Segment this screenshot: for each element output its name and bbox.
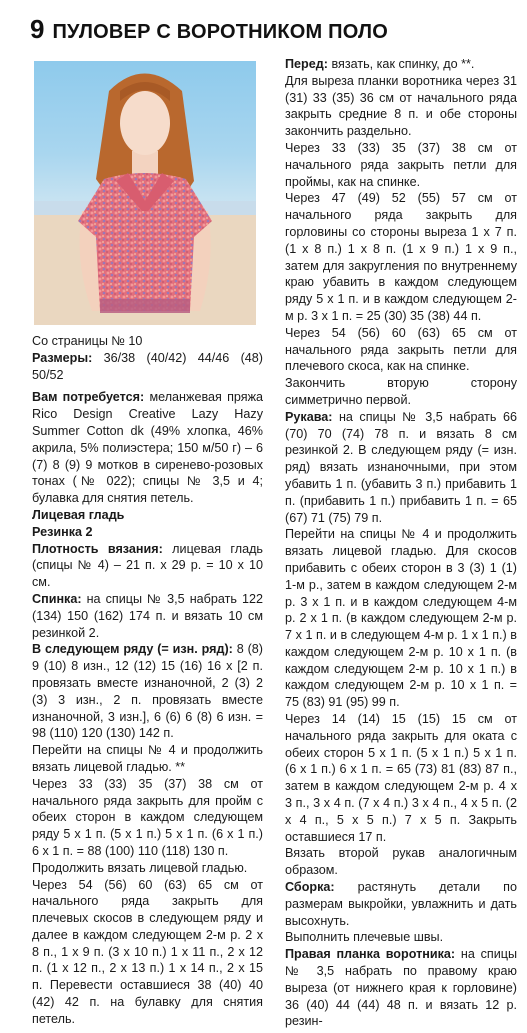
right-paragraph-1: Для выреза планки воротника через 31 (31) 33 (35) 36 см от начального ряда закрыть средние 8 п. и обе стороны закончить раздельно.	[285, 73, 517, 139]
right-column	[285, 56, 517, 1030]
pattern-number: 9	[30, 14, 45, 44]
next-row-paragraph	[32, 641, 263, 742]
sleeves-paragraph	[285, 409, 517, 527]
back-label: Спинка:	[32, 591, 82, 606]
right-paragraph-2: Через 33 (33) 35 (37) 38 см от начального ряда закрыть петли для проймы, как на спинке.	[285, 140, 517, 189]
materials-text: меланжевая пряжа Rico Design Creative Lazy Hazy Summer Cotton dk (49% хлопка, 46% акрила, 5% полиэстера; 150 м/50 г) – 6 (7) 8 (9) 9 мотков в сиреневo-розовых тонах (№ 022); спицы № 3,5 и 4; булавка для снятия петель.	[32, 390, 264, 506]
right-paragraph-9: Выполнить плечевые швы.	[285, 930, 444, 945]
right-paragraph-4: Через 54 (56) 60 (63) 65 см от начального ряда закрыть петли для плечевого скоса, как на спинке.	[285, 325, 517, 374]
right-paragraph-3: Через 47 (49) 52 (55) 57 см от начального ряда закрыть для горловины со стороны выреза 1 х 7 п. (1 х 8 п.) 1 х 8 п. (1 х 9 п.) 1 х 9 п., затем для закругления по внутреннему краю убавить в каждом следующем ряду 5 х 1 п. и в каждом следующем 2-м р. 3 х 1 п. = 25 (30) 35 (38) 44 п.	[285, 191, 517, 323]
next-row-label: В следующем ряду (= изн. ряд):	[32, 642, 233, 657]
left-paragraph-4: Через 54 (56) 60 (63) 65 см от начального ряда закрыть для плечевых скосов в следующем ряду и далее в каждом следующем 2-м р. 2 х 8 п., 1 х 9 п. (3 х 10 п.) 1 х 11 п., 2 х 12 п. (1 х 12 п., 2 х 13 п.) 1 х 14 п., 2 х 15 п. Перевести оставшиеся 38 (40) 40 (42) 42 п. на булавку для снятия петель.	[32, 877, 263, 1026]
pattern-title: ПУЛОВЕР С ВОРОТНИКОМ ПОЛО	[52, 21, 388, 43]
sleeves-text: на спицы № 3,5 набрать 66 (70) 70 (74) 78 п. и вязать 8 см резинкой 2. В следующем ряду (= изн. ряд) вязать изнаночными, при этом убавить 1 п. (убавить 3 п.) прибавить 1 п. (прибавить 1 п.) прибавить 1 п. = 65 (67) 71 (75) 79 п.	[285, 409, 517, 525]
page-header	[30, 14, 388, 48]
placket-text: на спицы № 3,5 набрать по правому краю выреза (от нижнего края к горловине) 36 (40) 44 (44) 48 п. и вязать 12 р. резин-	[285, 947, 517, 1029]
assembly-label: Сборка:	[285, 880, 335, 895]
back-paragraph	[32, 591, 263, 641]
next-row-text: 8 (8) 9 (10) 8 изн., 12 (12) 15 (16) 16 х [2 п. провязать вместе изнаночной, 2 (3) 2 (3) 3 изн., 2 п. провязать вместе изнаночной, 3 изн.], 6 (6) 6 (8) 6 изн. = 98 (110) 120 (130) 142 п.	[32, 642, 263, 741]
model-photo-illustration	[34, 61, 256, 325]
gauge-text: лицевая гладь (спицы № 4) – 21 п. х 29 р. = 10 х 10 см.	[32, 541, 263, 590]
materials-paragraph	[32, 389, 263, 507]
sizes-label: Размеры:	[32, 350, 93, 365]
left-paragraph-1: Перейти на спицы № 4 и продолжить вязать лицевой гладью. **	[32, 743, 263, 774]
gauge-paragraph	[32, 541, 263, 591]
left-paragraph-3: Продолжить вязать лицевой гладью.	[32, 860, 248, 875]
right-paragraph-5: Закончить вторую сторону симметрично первой.	[285, 376, 517, 407]
placket-label: Правая планка воротника:	[285, 947, 456, 962]
left-column	[32, 333, 263, 1028]
sizes-text: 36/38 (40/42) 44/46 (48) 50/52	[32, 350, 263, 382]
left-paragraph-2: Через 33 (33) 35 (37) 38 см от начального ряда закрыть для пройм с обеих сторон в каждом следующем ряду 5 х 1 п. (5 х 1 п.) 5 х 1 п. (6 х 1 п.) 6 х 1 п. = 88 (100) 110 (118) 130 п.	[32, 776, 263, 858]
materials-label: Вам потребуется:	[32, 390, 145, 405]
stitch-rib: Резинка 2	[32, 524, 93, 539]
gauge-label: Плотность вязания:	[32, 541, 163, 556]
front-paragraph	[285, 56, 517, 73]
assembly-text: растянуть детали по размерам выкройки, увлажнить и дать высохнуть.	[285, 880, 517, 928]
placket-paragraph	[285, 946, 517, 1030]
sizes-paragraph	[32, 350, 263, 384]
front-label: Перед:	[285, 57, 328, 71]
front-text: вязать, как спинку, до **.	[327, 57, 475, 71]
sleeves-label: Рукава:	[285, 409, 333, 424]
back-text: на спицы № 3,5 набрать 122 (134) 150 (162) 174 п. и вязать 10 см резинкой 2.	[32, 591, 263, 640]
model-photo	[34, 61, 256, 325]
source-line: Со страницы № 10	[32, 334, 143, 348]
assembly-paragraph	[285, 879, 517, 929]
right-paragraph-6: Перейти на спицы № 4 и продолжить вязать лицевой гладью. Для скосов прибавить с обеих сторон в 3 (3) 1 (1) 1-м р., затем в каждом следующем 2-м р. 3 х 1 п. и в каждом следующем 4-м р. 2 х 1 п. (в каждом следующем 2-м р. 7 х 1 п. и в следующем 4-м р. 1 х 1 п.) в каждом следующем 2-м р. 10 х 1 п. (в каждом следующем 2-м р. 10 х 1 п.) в каждом следующем 2-м р. 10 х 1 п. = 75 (83) 91 (95) 99 п.	[285, 527, 517, 710]
right-paragraph-8: Вязать второй рукав аналогичным образом.	[285, 846, 517, 878]
stitch-stockinette: Лицевая гладь	[32, 507, 125, 522]
right-paragraph-7: Через 14 (14) 15 (15) 15 см от начального ряда закрыть для оката с обеих сторон 5 х 1 п. (5 х 1 п.) 5 х 1 п. (6 х 1 п.) 6 х 1 п. = 65 (73) 81 (83) 87 п., затем в каждом следующем 2-м р. 4 х 3 п., 3 х 4 п. (7 х 4 п.) 3 х 4 п., 4 х 5 п. (2 х 4 п., 5 х 5 п.) 7 х 5 п. Закрыть оставшиеся 17 п.	[285, 712, 517, 844]
